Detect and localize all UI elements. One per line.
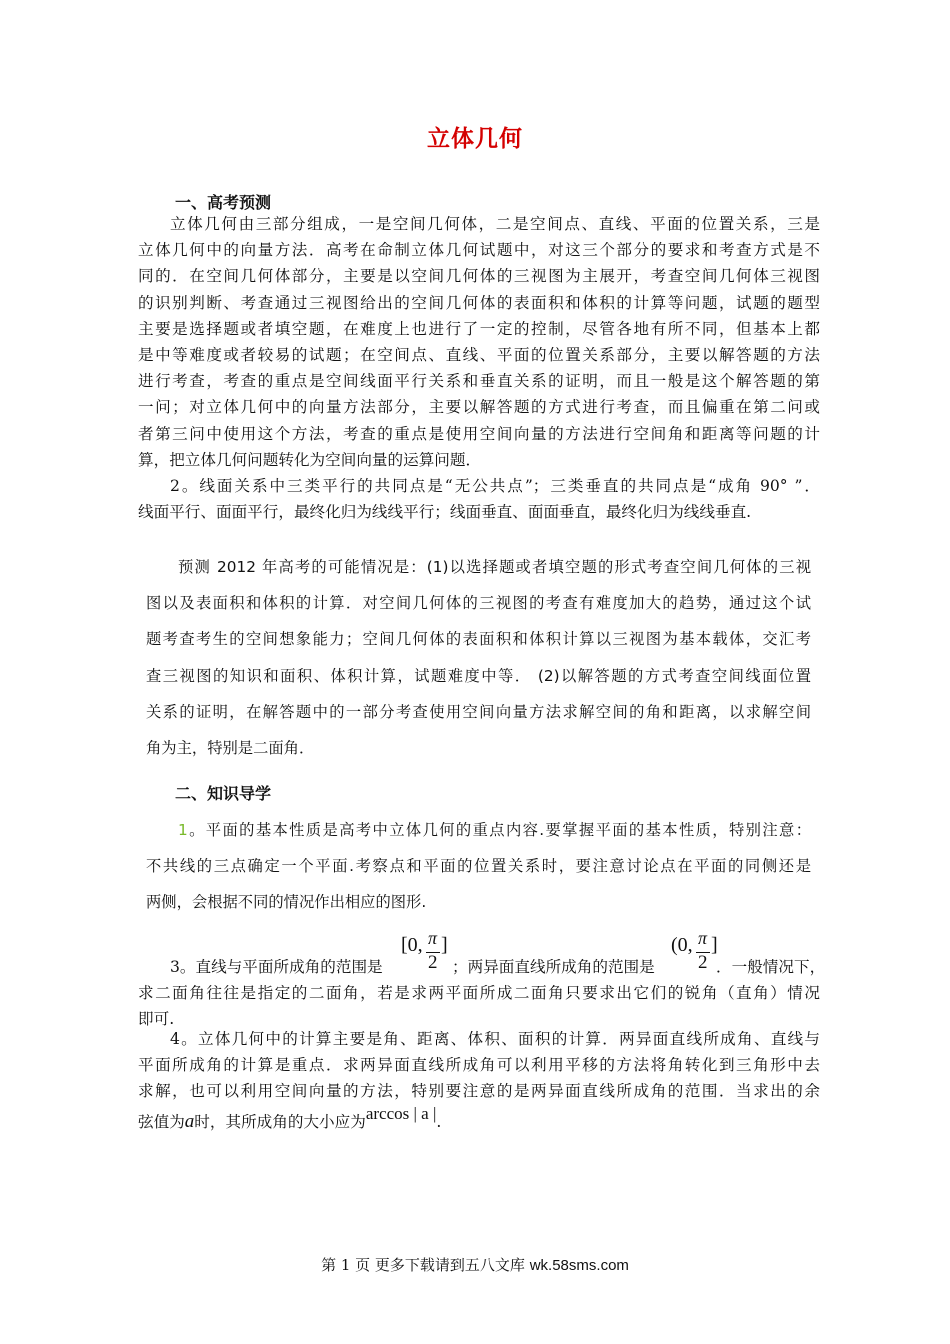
text-line [138, 1105, 820, 1139]
bracket-right: ] [711, 934, 718, 956]
text-line: 求二面角往往是指定的二面角，若是求两平面所成二面角只要求出它们的锐角（直角）情况 [138, 984, 820, 1002]
text-line [146, 812, 811, 848]
text-line: 2。线面关系中三类平行的共同点是“无公共点”；三类垂直的共同点是“成角 90° ”． [170, 477, 820, 495]
section-2-heading: 二、知识导学 [175, 784, 272, 803]
text-line: 同的．在空间几何体部分，主要是以空间几何体的三视图为主展开，考查空间几何体三视图 [138, 267, 820, 286]
item-3-segment: 3。直线与平面所成角的范围是 [170, 958, 383, 976]
text-line: 不共线的三点确定一个平面.考察点和平面的位置关系时，要注意讨论点在平面的同侧还是 [146, 857, 811, 876]
pi-symbol: π [698, 928, 708, 948]
text-line: 线面平行、面面平行，最终化归为线线平行；线面垂直、面面垂直，最终化归为线线垂直. [138, 503, 752, 522]
item-text: 。平面的基本性质是高考中立体几何的重点内容.要掌握平面的基本性质，特别注意： [187, 821, 811, 839]
section-2-item-3-continued [138, 980, 820, 1032]
item-3-segment: ；两异面直线所成角的范围是 [452, 958, 655, 976]
text-line: 题考查考生的空间想象能力；空间几何体的表面积和体积计算以三视图为基本载体，交汇考 [146, 630, 811, 649]
item-4-segment: . [436, 1112, 442, 1131]
text-line: 图以及表面积和体积的计算．对空间几何体的三视图的考查有难度加大的趋势，通过这个试 [146, 594, 811, 613]
text-line: 求解，也可以利用空间向量的方法，特别要注意的是两异面直线所成角的范围．当求出的余 [138, 1082, 820, 1101]
item-4-segment: 时，其所成角的大小应为 [194, 1112, 366, 1131]
text-line: 一问；对立体几何中的向量方法部分，主要以解答题的方式进行考查，而且偏重在第二问或 [138, 398, 820, 417]
section-2-item-1 [146, 812, 811, 921]
arccos-expression: arccos | a | [365, 1104, 437, 1123]
document-title: 立体几何 [427, 125, 523, 152]
text-line: 者第三问中使用这个方法，考查的重点是使用空间向量的方法进行空间角和距离等问题的计 [138, 424, 820, 443]
text-line: 关系的证明，在解答题中的一部分考查使用空间向量方法求解空间的角和距离，以求解空间 [146, 702, 811, 721]
text-line: 4。立体几何中的计算主要是角、距离、体积、面积的计算．两异面直线所成角、直线与 [170, 1030, 820, 1048]
section-1-paragraph-2 [138, 473, 820, 525]
section-1-paragraph-3 [146, 549, 811, 766]
item-4-segment: 弦值为 [138, 1112, 185, 1131]
text-line: 主要是选择题或者填空题，在难度上也进行了一定的控制，尽管各地有所不同，但基本上都 [138, 319, 820, 338]
text-line: 预测 2012 年高考的可能情况是：(1)以选择题或者填空题的形式考查空间几何体的三视 [178, 558, 811, 576]
range-expression-2 [671, 930, 723, 978]
section-2-item-4 [138, 1026, 820, 1139]
text-line: 查三视图的知识和面积、体积计算，试题难度中等． (2)以解答题的方式考查空间线面位置 [146, 666, 811, 685]
bracket-right: ] [441, 934, 448, 956]
bracket-left: [0, [401, 934, 423, 956]
text-line: 角为主，特别是二面角． [146, 738, 315, 757]
pi-symbol: π [428, 928, 438, 948]
denominator: 2 [698, 952, 708, 973]
text-line: 进行考查，考查的重点是空间线面平行关系和垂直关系的证明，而且一般是这个解答题的第 [138, 372, 820, 391]
footer-text: 第 1 页 更多下载请到五八文库 [321, 1256, 525, 1274]
text-line: 立体几何中的向量方法．高考在命制立体几何试题中，对这三个部分的要求和考查方式是不 [138, 241, 820, 260]
range-expression-1 [401, 930, 453, 978]
text-line: 算，把立体几何问题转化为空间向量的运算问题． [138, 450, 482, 469]
footer-url[interactable]: wk.58sms.com [529, 1257, 629, 1274]
text-line: 两侧，会根据不同的情况作出相应的图形. [146, 893, 427, 912]
text-line: 是中等难度或者较易的试题；在空间点、直线、平面的位置关系部分，主要以解答题的方法 [138, 345, 820, 364]
text-line: 立体几何由三部分组成，一是空间几何体，二是空间点、直线、平面的位置关系，三是 [170, 215, 820, 233]
section-1-heading: 一、高考预测 [175, 193, 272, 212]
item-number: 1 [178, 821, 188, 839]
section-1-paragraph-1 [138, 211, 820, 473]
denominator: 2 [428, 952, 438, 973]
text-line: 即可. [138, 1010, 175, 1029]
item-3-segment: ．一般情况下， [716, 958, 826, 976]
bracket-left: (0, [671, 934, 693, 956]
variable-a: a [184, 1110, 195, 1132]
text-line: 平面所成角的计算是重点．求两异面直线所成角可以利用平移的方法将角转化到三角形中去 [138, 1056, 820, 1075]
page-footer [0, 1254, 950, 1275]
text-line: 的识别判断、考查通过三视图给出的空间几何体的表面积和体积的计算等问题，试题的题型 [138, 293, 820, 312]
